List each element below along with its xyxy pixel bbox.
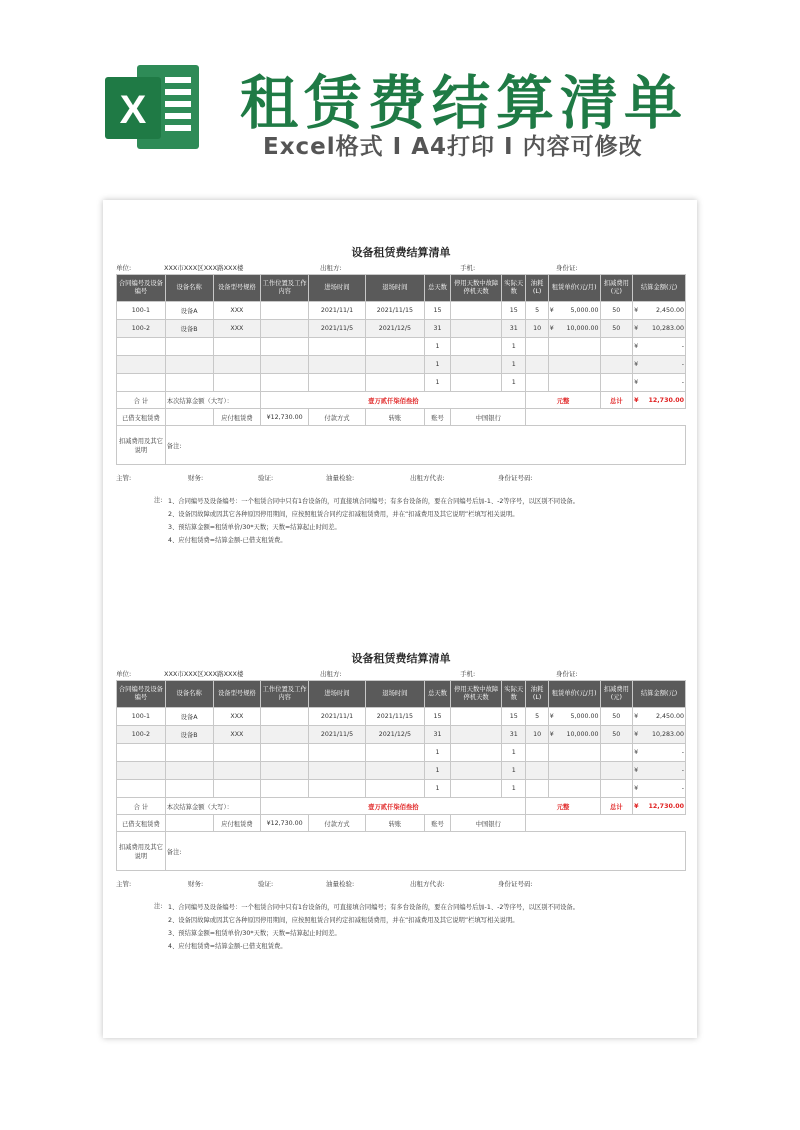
grand-total-value: ¥ 12,730.00 [633,392,686,409]
id-label: 身份证: [556,264,578,272]
table-cell-unit-price: ¥ 10,000.00 [548,726,600,744]
id-label: 身份证: [556,670,578,678]
table-cell-position [261,338,309,356]
table-cell-name [165,744,213,762]
note-item: 2、设备因故障或因其它各种原因停用期间，应按照租赁合同约定扣减租赁费用，并在“扣减费用及其它说明”栏填写相关说明。 [168,511,519,518]
table-row [117,338,686,356]
table-cell-unit-price [548,374,600,392]
excel-logo-icon [103,57,203,157]
table-cell-fuel [526,374,548,392]
table-cell-end: 2021/11/15 [365,302,424,320]
payment-method-value: 转账 [365,409,424,426]
table-cell-contract [117,744,166,762]
account-label: 账号 [424,815,450,832]
table-cell-position [261,302,309,320]
table-cell-unit-price [548,356,600,374]
account-value: 中国银行 [451,409,526,426]
table-cell-start [309,780,366,798]
table-cell-actual-days: 15 [502,708,526,726]
table-cell-start [309,338,366,356]
account-value: 中国银行 [451,815,526,832]
grand-total-value: ¥ 12,730.00 [633,798,686,815]
column-header: 设备名称 [165,681,213,708]
remarks-cell [165,426,685,465]
table-cell-downtime [451,320,502,338]
table-cell-contract [117,780,166,798]
table-cell-deduction [600,780,633,798]
page-subtitle: Excel格式 I A4打印 I 内容可修改 [263,134,643,160]
column-header: 设备型号规格 [213,275,261,302]
table-row [117,302,686,320]
total-row [117,798,686,815]
notes-section [116,901,686,953]
table-cell-amount: ¥ - [633,744,686,762]
notes-label: 注: [154,903,163,910]
signature-field: 财务: [188,474,204,482]
table-cell-name [165,374,213,392]
payment-method-label: 付款方式 [309,409,366,426]
payment-method-value: 转账 [365,815,424,832]
column-header: 合同编号及设备编号 [117,275,166,302]
table-cell-deduction: 50 [600,708,633,726]
table-cell-unit-price [548,780,600,798]
column-header: 工作位置及工作内容 [261,681,309,708]
table-cell-total-days: 15 [424,708,450,726]
note-item: 1、合同编号及设备编号：一个租赁合同中只有1台设备的，可直接填合同编号；有多台设备的，要在合同编号后加-1、-2等序号，以区别不同设备。 [168,904,579,911]
phone-label: 手机: [460,264,476,272]
table-cell-downtime [451,762,502,780]
signature-row [116,877,686,891]
signature-field: 验证: [258,474,274,482]
table-cell-model [213,338,261,356]
sheet-title: 设备租赁费结算清单 [351,652,451,665]
yuan-zheng-label: 元整 [526,392,600,409]
column-header: 进场时间 [309,275,366,302]
lessor-label: 出租方: [320,264,342,272]
table-cell-end [365,338,424,356]
table-row [117,744,686,762]
total-row [117,392,686,409]
table-cell-contract: 100-2 [117,320,166,338]
column-header: 进场时间 [309,681,366,708]
table-cell-position [261,762,309,780]
table-cell-downtime [451,302,502,320]
document-preview [103,200,697,1038]
notes-label: 注: [154,497,163,504]
remarks-row [117,426,686,465]
signature-field: 出租方代表: [410,474,445,482]
signature-field: 油量检验: [326,474,355,482]
table-cell-contract [117,762,166,780]
table-cell-actual-days: 31 [502,320,526,338]
table-row [117,356,686,374]
table-cell-start [309,762,366,780]
table-cell-amount: ¥ 10,283.00 [633,320,686,338]
table-cell-total-days: 1 [424,374,450,392]
signature-field: 身份证号码: [498,880,533,888]
table-cell-fuel [526,356,548,374]
table-cell-end: 2021/12/5 [365,726,424,744]
table-cell-start: 2021/11/1 [309,708,366,726]
table-cell-deduction [600,744,633,762]
signature-field: 出租方代表: [410,880,445,888]
table-cell-deduction [600,374,633,392]
table-cell-fuel [526,762,548,780]
unit-label: 单位: [116,670,132,678]
table-cell-end: 2021/11/15 [365,708,424,726]
signature-field: 主管: [116,880,132,888]
grand-total-label: 总计 [600,392,633,409]
table-cell-fuel: 5 [526,302,548,320]
column-header: 租赁单价(元/月) [548,275,600,302]
table-cell-total-days: 31 [424,726,450,744]
table-cell-contract: 100-1 [117,302,166,320]
table-cell-total-days: 1 [424,338,450,356]
remarks-label: 扣减费用及其它说明 [117,426,166,465]
table-cell-position [261,320,309,338]
sheet-title: 设备租赁费结算清单 [351,246,451,259]
table-cell-start: 2021/11/5 [309,726,366,744]
column-header: 扣减费用(元) [600,275,633,302]
payment-method-label: 付款方式 [309,815,366,832]
table-cell-total-days: 1 [424,762,450,780]
unit-value: XXX市XXX区XXX路XXX楼 [164,264,244,272]
table-cell-start [309,744,366,762]
table-cell-amount: ¥ 2,450.00 [633,708,686,726]
note-item: 3、预结算金额=租赁单价/30*天数；天数=结算起止时间差。 [168,524,341,531]
table-row [117,726,686,744]
amount-in-words: 壹万贰仟柒佰叁拾 [261,392,526,409]
table-cell-downtime [451,744,502,762]
table-cell-start: 2021/11/5 [309,320,366,338]
sheet-info-row [116,262,686,274]
table-cell-actual-days: 31 [502,726,526,744]
table-cell-total-days: 1 [424,780,450,798]
amount-in-words: 壹万贰仟柒佰叁拾 [261,798,526,815]
table-cell-unit-price: ¥ 5,000.00 [548,302,600,320]
prepaid-value [165,409,213,426]
table-cell-fuel [526,338,548,356]
table-cell-downtime [451,726,502,744]
notes-section [116,495,686,547]
note-item: 2、设备因故障或因其它各种原因停用期间，应按照租赁合同约定扣减租赁费用，并在“扣减费用及其它说明”栏填写相关说明。 [168,917,519,924]
table-cell-downtime [451,356,502,374]
total-label: 合 计 [117,798,166,815]
note-item: 4、应付租赁费=结算金额-已借支租赁费。 [168,537,287,544]
note-item: 4、应付租赁费=结算金额-已借支租赁费。 [168,943,287,950]
table-cell-name [165,780,213,798]
table-cell-actual-days: 1 [502,338,526,356]
table-cell-contract: 100-1 [117,708,166,726]
table-row [117,374,686,392]
table-cell-position [261,374,309,392]
table-cell-end [365,374,424,392]
table-cell-amount: ¥ 2,450.00 [633,302,686,320]
prepaid-label: 已借支租赁费 [117,815,166,832]
table-cell-amount: ¥ - [633,338,686,356]
column-header: 设备名称 [165,275,213,302]
table-cell-amount: ¥ - [633,356,686,374]
table-cell-actual-days: 1 [502,356,526,374]
column-header: 实际天数 [502,275,526,302]
table-cell-unit-price [548,762,600,780]
note-item: 1、合同编号及设备编号：一个租赁合同中只有1台设备的，可直接填合同编号；有多台设备的，要在合同编号后加-1、-2等序号，以区别不同设备。 [168,498,579,505]
table-cell-contract [117,338,166,356]
table-cell-end [365,744,424,762]
payment-row [117,409,686,426]
table-cell-actual-days: 1 [502,744,526,762]
table-cell-amount: ¥ - [633,780,686,798]
table-cell-model [213,356,261,374]
payable-label: 应付租赁费 [213,815,261,832]
table-cell-end [365,780,424,798]
table-cell-position [261,780,309,798]
table-cell-deduction [600,762,633,780]
table-cell-name [165,356,213,374]
signature-field: 身份证号码: [498,474,533,482]
column-header: 实际天数 [502,681,526,708]
amount-words-label: 本次结算金额（大写）： [165,798,261,815]
prepaid-value [165,815,213,832]
table-cell-total-days: 31 [424,320,450,338]
settlement-sheet [116,650,686,953]
column-header: 扣减费用(元) [600,681,633,708]
table-cell-model: XXX [213,708,261,726]
total-label: 合 计 [117,392,166,409]
table-cell-deduction: 50 [600,726,633,744]
settlement-table [116,274,686,465]
payable-value: ¥12,730.00 [261,815,309,832]
column-header: 结算金额(元) [633,275,686,302]
payable-value: ¥12,730.00 [261,409,309,426]
header-banner [0,0,800,195]
payment-row [117,815,686,832]
table-cell-unit-price: ¥ 10,000.00 [548,320,600,338]
table-cell-amount: ¥ - [633,374,686,392]
table-cell-deduction: 50 [600,320,633,338]
table-cell-model [213,762,261,780]
table-row [117,320,686,338]
phone-label: 手机: [460,670,476,678]
table-cell-start [309,374,366,392]
column-header: 合同编号及设备编号 [117,681,166,708]
table-cell-contract [117,356,166,374]
table-cell-position [261,708,309,726]
table-cell-deduction [600,338,633,356]
unit-value: XXX市XXX区XXX路XXX楼 [164,670,244,678]
remarks-cell [165,832,685,871]
table-cell-actual-days: 15 [502,302,526,320]
table-header-row [117,275,686,302]
remarks-row [117,832,686,871]
column-header: 油耗(L) [526,681,548,708]
unit-label: 单位: [116,264,132,272]
table-header-row [117,681,686,708]
table-cell-name: 设备B [165,726,213,744]
column-header: 租赁单价(元/月) [548,681,600,708]
table-cell-model: XXX [213,302,261,320]
settlement-table [116,680,686,871]
column-header: 工作位置及工作内容 [261,275,309,302]
table-cell-unit-price [548,744,600,762]
table-cell-end: 2021/12/5 [365,320,424,338]
signature-field: 财务: [188,880,204,888]
table-row [117,762,686,780]
table-cell-name [165,762,213,780]
table-cell-downtime [451,374,502,392]
table-cell-name: 设备A [165,708,213,726]
table-cell-name: 设备A [165,302,213,320]
logo-letter: X [119,88,147,132]
page-title: 租赁费结算清单 [240,69,689,137]
grand-total-label: 总计 [600,798,633,815]
table-cell-model: XXX [213,726,261,744]
lessor-label: 出租方: [320,670,342,678]
table-cell-start: 2021/11/1 [309,302,366,320]
table-cell-model: XXX [213,320,261,338]
yuan-zheng-label: 元整 [526,798,600,815]
table-cell-model [213,744,261,762]
note-label: 备注: [166,442,182,450]
prepaid-label: 已借支租赁费 [117,409,166,426]
table-cell-fuel [526,780,548,798]
column-header: 设备型号规格 [213,681,261,708]
table-cell-total-days: 15 [424,302,450,320]
table-cell-downtime [451,338,502,356]
table-cell-start [309,356,366,374]
column-header: 总天数 [424,275,450,302]
table-cell-position [261,744,309,762]
table-cell-position [261,726,309,744]
column-header: 停用天数中故障停机天数 [451,275,502,302]
table-cell-contract [117,374,166,392]
table-cell-amount: ¥ 10,283.00 [633,726,686,744]
table-cell-end [365,356,424,374]
sheet-info-row [116,668,686,680]
note-label: 备注: [166,848,182,856]
note-item: 3、预结算金额=租赁单价/30*天数；天数=结算起止时间差。 [168,930,341,937]
table-cell-end [365,762,424,780]
table-cell-total-days: 1 [424,356,450,374]
table-cell-actual-days: 1 [502,762,526,780]
account-label: 账号 [424,409,450,426]
table-cell-fuel: 10 [526,320,548,338]
table-cell-unit-price: ¥ 5,000.00 [548,708,600,726]
amount-words-label: 本次结算金额（大写）： [165,392,261,409]
table-cell-amount: ¥ - [633,762,686,780]
table-cell-name [165,338,213,356]
table-cell-unit-price [548,338,600,356]
remarks-label: 扣减费用及其它说明 [117,832,166,871]
table-cell-total-days: 1 [424,744,450,762]
column-header: 停用天数中故障停机天数 [451,681,502,708]
table-cell-deduction [600,356,633,374]
signature-field: 主管: [116,474,132,482]
table-cell-actual-days: 1 [502,374,526,392]
table-cell-model [213,780,261,798]
signature-field: 油量检验: [326,880,355,888]
table-row [117,780,686,798]
column-header: 退场时间 [365,275,424,302]
table-cell-model [213,374,261,392]
table-cell-downtime [451,780,502,798]
table-row [117,708,686,726]
column-header: 结算金额(元) [633,681,686,708]
signature-field: 验证: [258,880,274,888]
table-cell-actual-days: 1 [502,780,526,798]
settlement-sheet [116,244,686,547]
table-cell-contract: 100-2 [117,726,166,744]
column-header: 总天数 [424,681,450,708]
payable-label: 应付租赁费 [213,409,261,426]
column-header: 油耗(L) [526,275,548,302]
signature-row [116,471,686,485]
table-cell-name: 设备B [165,320,213,338]
table-cell-downtime [451,708,502,726]
table-cell-position [261,356,309,374]
column-header: 退场时间 [365,681,424,708]
table-cell-fuel [526,744,548,762]
table-cell-deduction: 50 [600,302,633,320]
table-cell-fuel: 5 [526,708,548,726]
table-cell-fuel: 10 [526,726,548,744]
